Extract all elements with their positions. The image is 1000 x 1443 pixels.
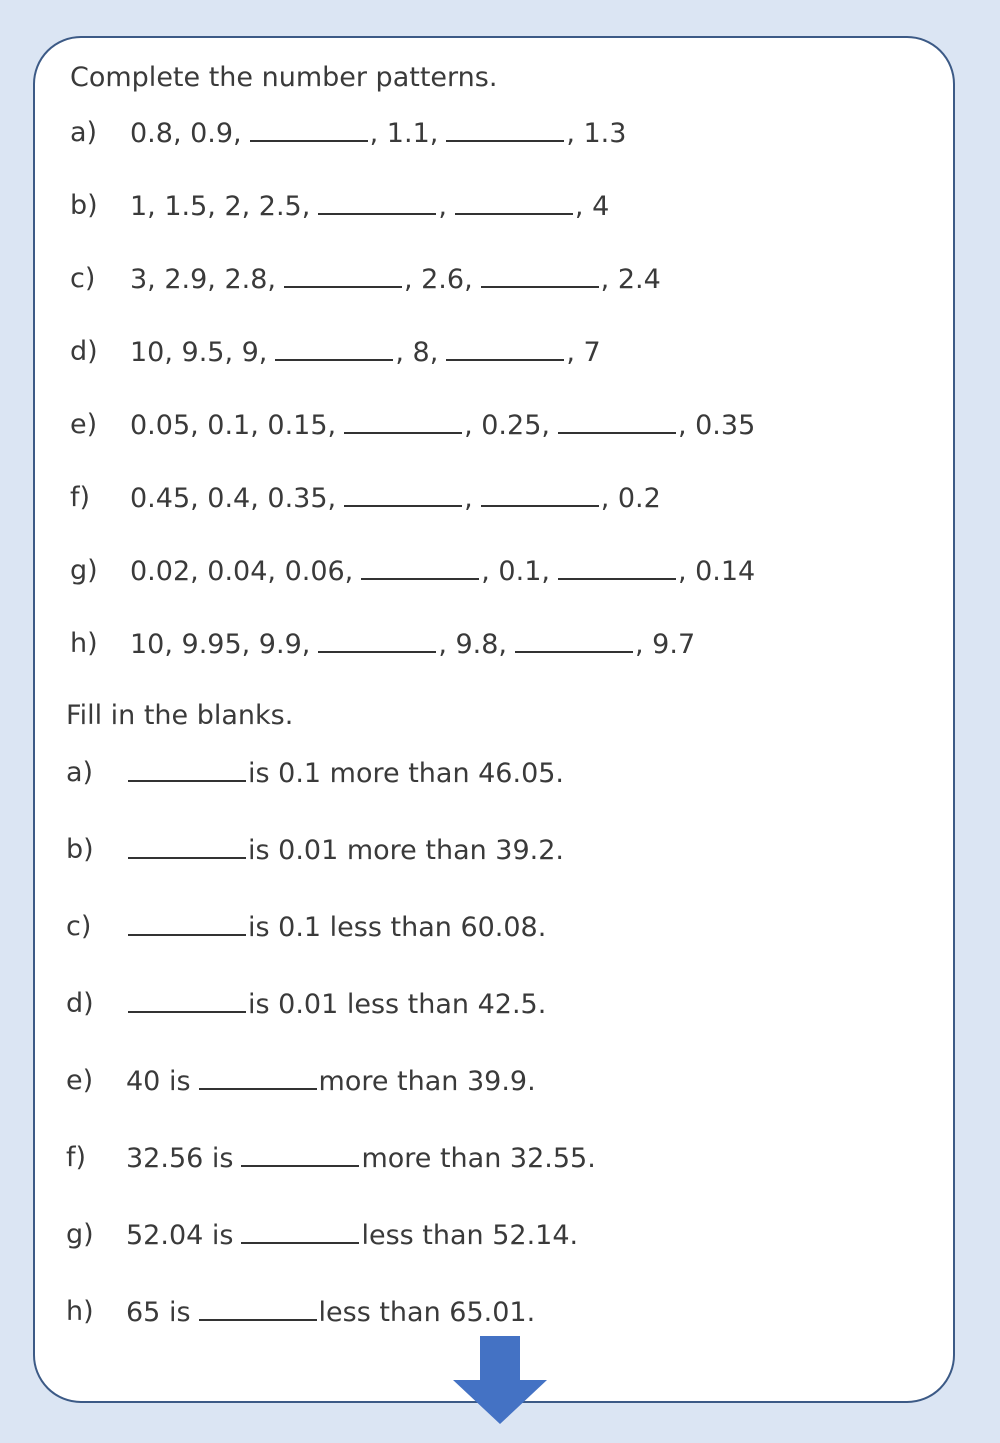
question-fragment: ,	[464, 483, 473, 514]
arrow-down-icon[interactable]	[453, 1336, 547, 1426]
section2-title: Fill in the blanks.	[66, 700, 294, 731]
question-label: e)	[66, 1065, 94, 1096]
question-text	[126, 1218, 584, 1253]
question-text	[126, 1141, 602, 1176]
answer-blank[interactable]	[128, 910, 246, 936]
question-fragment: , 8,	[395, 337, 439, 368]
question-fragment: , 9.8,	[438, 629, 508, 660]
answer-blank[interactable]	[250, 116, 368, 142]
question-fragment: , 7	[566, 337, 601, 368]
answer-blank[interactable]	[318, 189, 436, 215]
answer-blank[interactable]	[241, 1141, 359, 1167]
question-fragment: , 9.7	[635, 629, 696, 660]
question-fragment: , 0.1,	[481, 556, 550, 587]
question-text	[130, 481, 667, 516]
question-fragment: 10, 9.5, 9,	[130, 337, 268, 368]
answer-blank[interactable]	[361, 554, 479, 580]
question-label: h)	[70, 628, 98, 659]
answer-blank[interactable]	[128, 756, 246, 782]
question-fragment: 32.56 is	[126, 1143, 234, 1174]
answer-blank[interactable]	[284, 262, 402, 288]
question-text	[130, 554, 761, 589]
question-label: a)	[66, 757, 94, 788]
question-label: b)	[66, 834, 94, 865]
answer-blank[interactable]	[275, 335, 393, 361]
question-text	[130, 262, 667, 297]
question-fragment: 0.02, 0.04, 0.06,	[130, 556, 354, 587]
answer-blank[interactable]	[199, 1295, 317, 1321]
question-fragment: , 1.3	[566, 118, 627, 149]
answer-blank[interactable]	[199, 1064, 317, 1090]
answer-blank[interactable]	[455, 189, 573, 215]
question-fragment: is 0.1 less than 60.08.	[248, 912, 547, 943]
question-fragment: is 0.01 less than 42.5.	[248, 989, 547, 1020]
question-fragment: 1, 1.5, 2, 2.5,	[130, 191, 311, 222]
question-fragment: , 0.35	[677, 410, 756, 441]
question-text	[130, 408, 761, 443]
question-fragment: 52.04 is	[126, 1220, 234, 1251]
answer-blank[interactable]	[481, 262, 599, 288]
question-fragment: 10, 9.95, 9.9,	[130, 629, 311, 660]
question-fragment: , 0.2	[600, 483, 661, 514]
question-text	[130, 116, 632, 151]
question-fragment: , 2.6,	[403, 264, 473, 295]
question-label: d)	[66, 988, 94, 1019]
question-fragment: 3, 2.9, 2.8,	[130, 264, 276, 295]
answer-blank[interactable]	[241, 1218, 359, 1244]
question-fragment: less than 52.14.	[361, 1220, 579, 1251]
question-text	[130, 627, 701, 662]
question-fragment: 0.45, 0.4, 0.35,	[130, 483, 337, 514]
question-fragment: is 0.1 more than 46.05.	[248, 758, 565, 789]
section1-title: Complete the number patterns.	[70, 62, 498, 93]
question-fragment: , 0.14	[677, 556, 756, 587]
question-label: c)	[70, 263, 96, 294]
question-fragment: , 2.4	[600, 264, 661, 295]
question-label: g)	[70, 555, 98, 586]
question-fragment: , 1.1,	[369, 118, 439, 149]
question-fragment: 0.8, 0.9,	[130, 118, 242, 149]
question-fragment: less than 65.01.	[318, 1297, 536, 1328]
question-fragment: more than 39.9.	[318, 1066, 536, 1097]
question-fragment: 0.05, 0.1, 0.15,	[130, 410, 337, 441]
question-text	[126, 833, 570, 868]
question-label: b)	[70, 190, 98, 221]
answer-blank[interactable]	[318, 627, 436, 653]
answer-blank[interactable]	[558, 408, 676, 434]
question-fragment: is 0.01 more than 39.2.	[248, 835, 565, 866]
question-text	[126, 1064, 542, 1099]
question-text	[126, 756, 570, 791]
question-label: f)	[70, 482, 91, 513]
question-text	[126, 1295, 541, 1330]
question-fragment: 40 is	[126, 1066, 191, 1097]
question-text	[130, 189, 615, 224]
answer-blank[interactable]	[515, 627, 633, 653]
question-text	[130, 335, 607, 370]
question-label: d)	[70, 336, 98, 367]
question-text	[126, 987, 552, 1022]
question-label: a)	[70, 117, 98, 148]
answer-blank[interactable]	[446, 116, 564, 142]
question-label: f)	[66, 1142, 87, 1173]
question-label: g)	[66, 1219, 94, 1250]
question-text	[126, 910, 552, 945]
answer-blank[interactable]	[344, 408, 462, 434]
answer-blank[interactable]	[558, 554, 676, 580]
question-fragment: ,	[438, 191, 447, 222]
question-label: h)	[66, 1296, 94, 1327]
question-fragment: , 0.25,	[464, 410, 550, 441]
answer-blank[interactable]	[481, 481, 599, 507]
question-fragment: more than 32.55.	[361, 1143, 596, 1174]
answer-blank[interactable]	[446, 335, 564, 361]
answer-blank[interactable]	[128, 833, 246, 859]
answer-blank[interactable]	[128, 987, 246, 1013]
answer-blank[interactable]	[344, 481, 462, 507]
question-label: c)	[66, 911, 92, 942]
question-fragment: , 4	[574, 191, 610, 222]
question-fragment: 65 is	[126, 1297, 191, 1328]
question-label: e)	[70, 409, 98, 440]
